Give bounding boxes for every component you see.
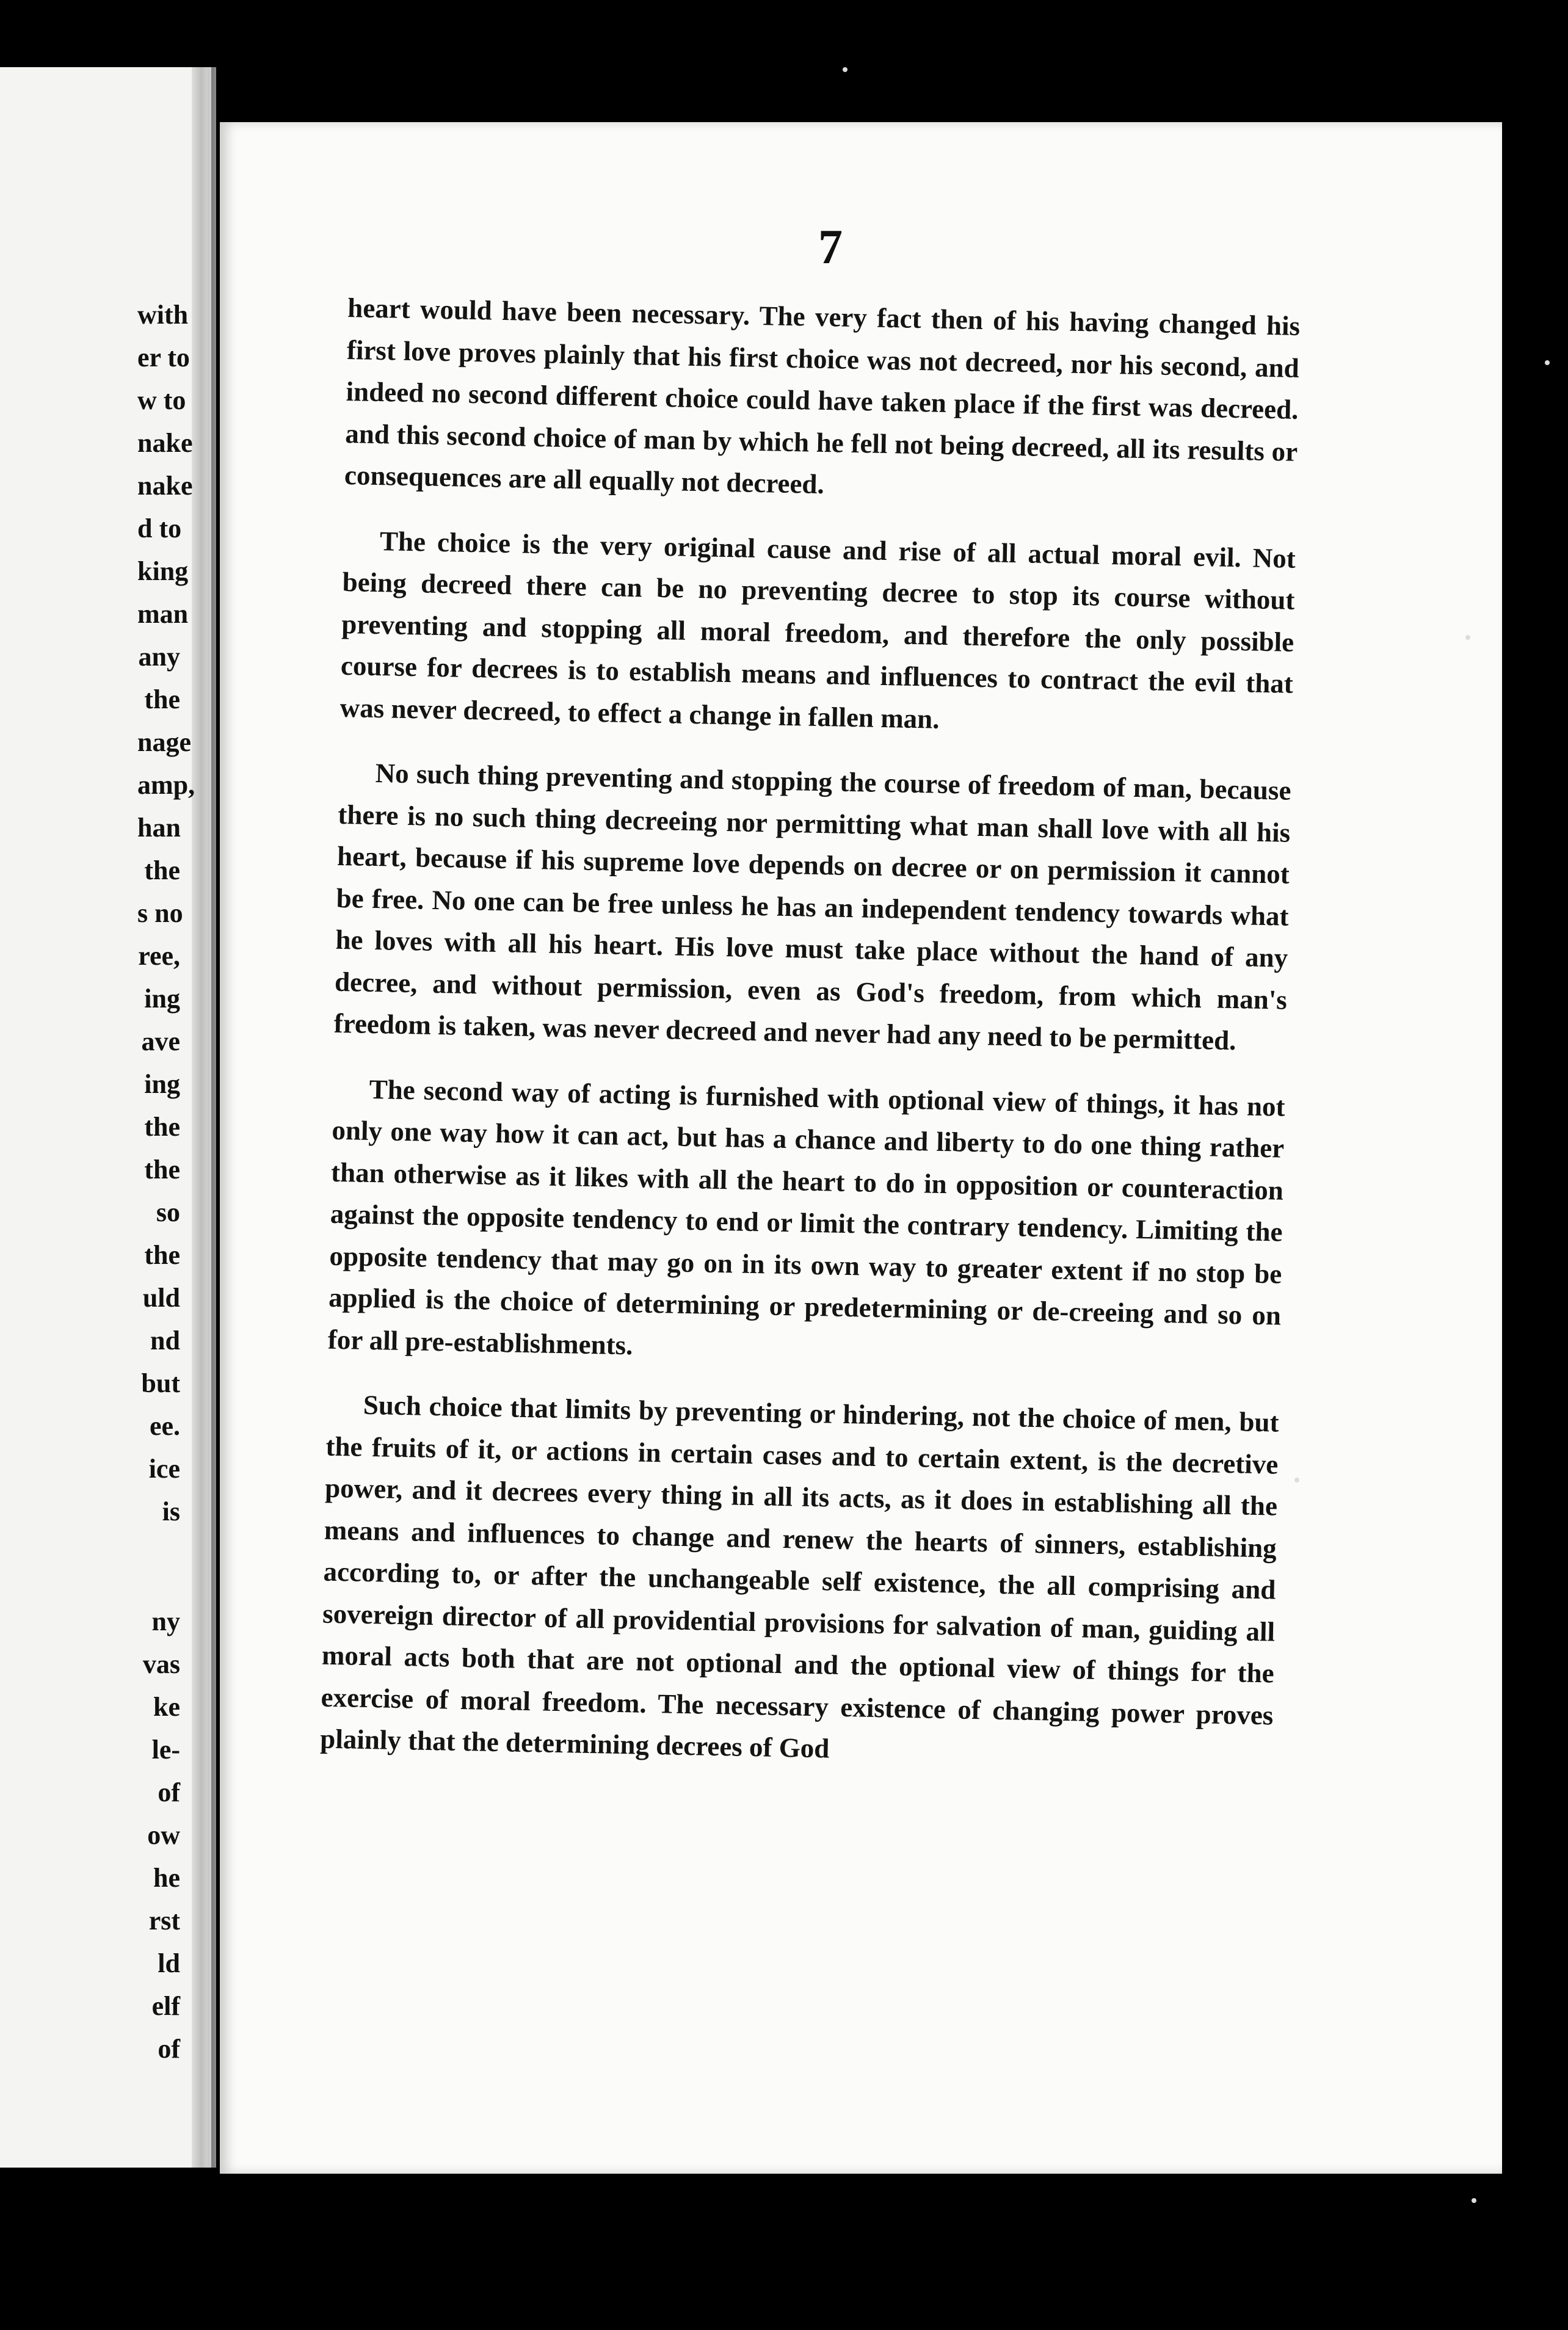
scan-speck [1465,635,1470,640]
left-line: ny [151,1606,180,1636]
left-line: er to [137,343,190,372]
left-line-gap [0,1539,208,1606]
left-line: nd [150,1326,180,1356]
left-line: the [144,855,180,885]
left-line: d to [137,514,182,543]
left-line: nake [137,471,193,501]
left-line: ld [158,1948,180,1978]
left-line: le- [151,1735,180,1765]
left-line: ee. [149,1411,180,1441]
left-line: ing [144,1069,180,1099]
left-line: the [144,1155,180,1185]
page-body-text [319,287,1301,1801]
left-line: nage [137,727,191,757]
previous-page-edge [0,67,211,2168]
paragraph: The choice is the very original cause and rise of all actual moral evil. Not being decreed there can be no preventing decree to stop its course without preventing and stopping all moral freedom, and therefore the only possible course for decrees is to establish means and influences to contract the evil that was never decreed, to effect a change in fallen man. [339,525,1296,735]
left-line: vas [142,1649,180,1679]
left-line: ke [153,1692,180,1722]
left-line: elf [151,1991,180,2021]
left-line: man [137,599,189,629]
left-line: s no [137,898,183,928]
previous-page-line-endings [0,299,208,2076]
left-line: with [137,300,189,330]
left-line: he [153,1863,180,1893]
paragraph: Such choice that limits by preventing or hindering, not the choice of men, but the fruits of it, or actions in certain cases and to certain extent, is the decretive power, and it decrees every thing in all its acts, as it does in establishing all the means and influences to change and renew the hearts of sinners, establishing according to, or after the unchangeable self existence, the all comprising and sovereign director of all providential provisions for salvation of man, guiding all moral acts both that are not optional and the optional view of things for the exercise of moral freedom. The necessary existence of changing power proves plainly that the determining decrees of God [319,1389,1280,1764]
left-line: nake [137,428,193,458]
left-line: king [137,556,189,586]
left-line: any [138,642,180,672]
scan-speck [843,67,848,72]
scan-speck [1472,2198,1476,2203]
left-line: the [144,1112,180,1142]
left-line: is [162,1497,180,1526]
scan-speck [1294,1478,1299,1483]
left-line: of [158,1777,180,1807]
left-line: rst [148,1906,180,1936]
left-line: uld [142,1283,180,1313]
left-line: the [144,1240,180,1270]
left-line: ow [147,1820,180,1850]
left-line: ave [141,1026,180,1056]
left-line: ice [148,1454,180,1484]
paragraph: heart would have been necessary. The very fact then of his having changed his first love proves plainly that his first choice was not decreed, nor his second, and indeed no second different choice could have taken place if the first was decreed. and this second choice of man by which he fell not being decreed, all its results or consequences are all equally not decreed. [344,292,1301,500]
scan-speck [1545,360,1550,365]
left-line: w to [137,385,186,415]
paragraph: No such thing preventing and stopping the course of freedom of man, because there is no such thing decreeing nor permitting what man shall love with all his heart, because if his supreme love depends on decree or on permission it cannot be free. No one can be free unless he has an independent tendency towards what he loves with all his heart. His love must take place without the hand of any decree, and without permission, even as God's freedom, from which man's freedom is taken, was never decreed and never had any need to be permitted. [333,758,1291,1056]
left-line: so [156,1197,180,1227]
left-line: amp, [137,770,195,800]
left-line: han [137,813,181,843]
left-line: ree, [138,941,180,971]
page-number: 7 [818,220,843,274]
paragraph: The second way of acting is furnished with optional view of things, it has not only one way how it can act, but has a chance and liberty to do one thing rather than otherwise as it likes with all the heart to do in opposition or counteraction against the opposite tendency to end or limit the contrary tendency. Limiting the opposite tendency that may go on in its own way to greater extent if no stop be applied is the choice of determining or predetermining or de-creeing and so on for all pre-establishments. [327,1073,1285,1360]
left-line: ing [144,984,180,1014]
left-line: but [141,1368,180,1398]
left-line: the [144,684,180,714]
left-line: of [158,2034,180,2064]
